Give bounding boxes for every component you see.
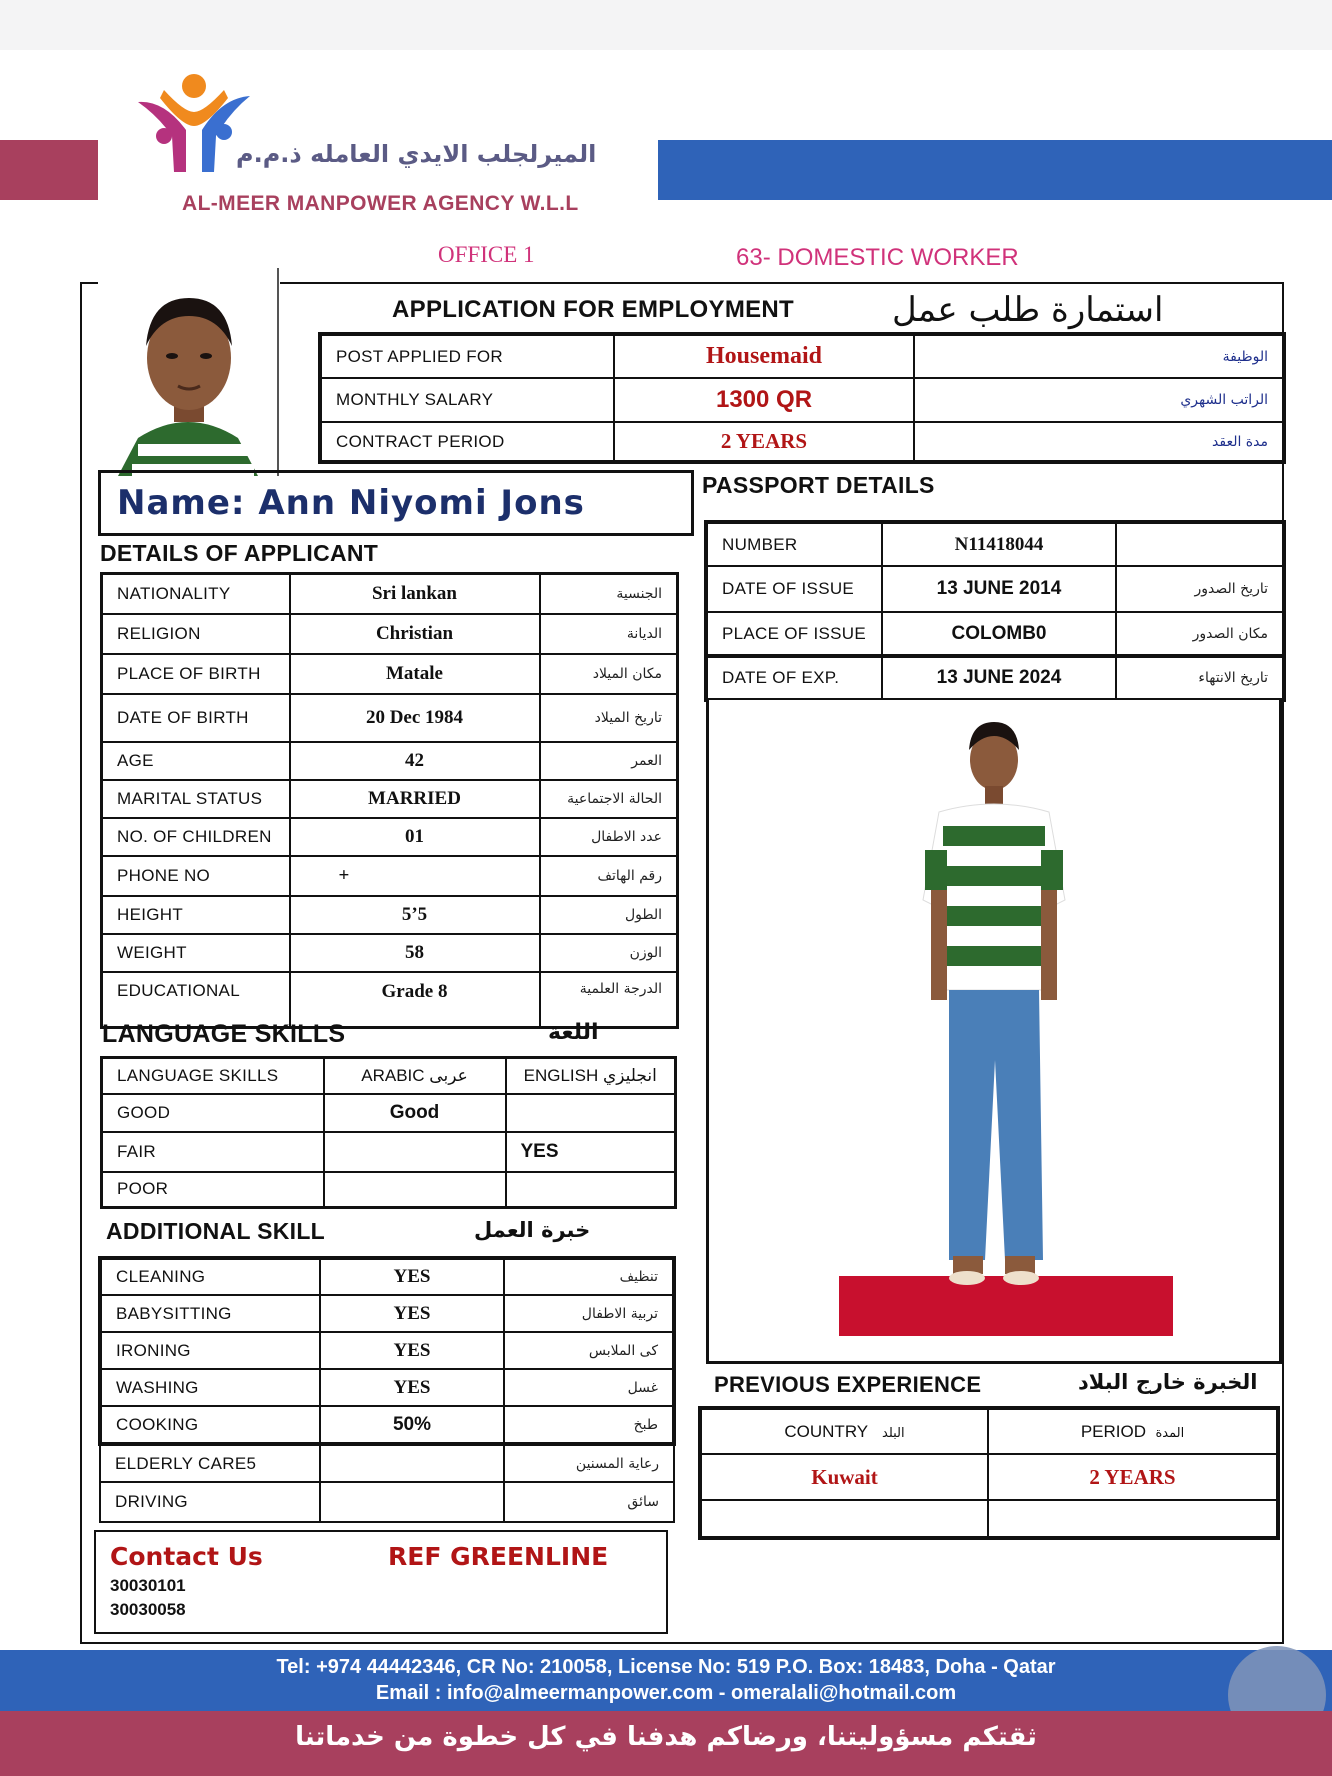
age-value: 42 [290, 742, 540, 780]
language-fair-english: YES [506, 1132, 676, 1172]
table-row [100, 1295, 674, 1332]
table-row [706, 612, 1284, 656]
passport-number-value: N11418044 [882, 522, 1116, 566]
language-good-arabic: Good [324, 1094, 506, 1132]
details-heading: DETAILS OF APPLICANT [100, 540, 379, 566]
table-row [102, 818, 678, 856]
contact-ref: REF GREENLINE [388, 1542, 609, 1571]
logo-arabic-text: الميرلجلب الايدي العامله ذ.م.م [236, 140, 597, 168]
table-row [100, 1258, 674, 1295]
contract-value: 2 YEARS [614, 422, 914, 462]
education-label: EDUCATIONAL [102, 972, 290, 1028]
logo-english-text: AL-MEER MANPOWER AGENCY W.L.L [182, 192, 579, 215]
passport-number-label: NUMBER [706, 522, 882, 566]
weight-label-ar: الوزن [540, 934, 678, 972]
cleaning-label-ar: تنظيف [504, 1258, 674, 1295]
table-row [102, 1058, 676, 1094]
salary-value: 1300 QR [614, 378, 914, 422]
experience-col-country-en: COUNTRY [784, 1421, 868, 1441]
cleaning-value: YES [320, 1258, 504, 1295]
driving-label: DRIVING [100, 1482, 320, 1522]
cooking-label: COOKING [100, 1406, 320, 1444]
passport-number-label-ar [1116, 522, 1284, 566]
passport-expiry-label: DATE OF EXP. [706, 656, 882, 700]
experience-col-period-ar: المدة [1155, 1425, 1185, 1441]
experience-heading-ar: الخبرة خارج البلاد [1078, 1370, 1258, 1394]
height-value: 5’5 [290, 896, 540, 934]
phone-label: PHONE NO [102, 856, 290, 896]
age-label-ar: العمر [540, 742, 678, 780]
nationality-value: Sri lankan [290, 574, 540, 614]
application-title-en: APPLICATION FOR EMPLOYMENT [392, 296, 795, 323]
table-row [102, 694, 678, 742]
language-good-english [506, 1094, 676, 1132]
religion-label: RELIGION [102, 614, 290, 654]
salary-label: MONTHLY SALARY [320, 378, 614, 422]
table-row [102, 1094, 676, 1132]
language-col-skill: LANGUAGE SKILLS [102, 1058, 324, 1094]
experience-period-value: 2 YEARS [988, 1454, 1278, 1500]
passport-issue-place-label: PLACE OF ISSUE [706, 612, 882, 656]
applicant-portrait-photo [98, 268, 280, 476]
passport-issue-date-label-ar: تاريخ الصدور [1116, 566, 1284, 612]
experience-period-value-2 [988, 1500, 1278, 1538]
table-row [100, 1332, 674, 1369]
language-fair-arabic [324, 1132, 506, 1172]
dob-label-ar: تاريخ الميلاد [540, 694, 678, 742]
marital-value: MARRIED [290, 780, 540, 818]
education-label-ar: الدرجة العلمية [540, 972, 678, 1028]
height-label: HEIGHT [102, 896, 290, 934]
passport-heading: PASSPORT DETAILS [702, 472, 935, 498]
ironing-value: YES [320, 1332, 504, 1369]
top-band [0, 0, 1332, 50]
table-row [706, 522, 1284, 566]
babysitting-label: BABYSITTING [100, 1295, 320, 1332]
weight-value: 58 [290, 934, 540, 972]
passport-issue-place-label-ar: مكان الصدور [1116, 612, 1284, 656]
birthplace-label: PLACE OF BIRTH [102, 654, 290, 694]
cleaning-label: CLEANING [100, 1258, 320, 1295]
language-heading: LANGUAGE SKILLS [102, 1020, 346, 1048]
marital-label: MARITAL STATUS [102, 780, 290, 818]
nationality-label: NATIONALITY [102, 574, 290, 614]
table-row [102, 614, 678, 654]
elderly-label-ar: رعاية المسنين [504, 1444, 674, 1482]
table-row [320, 378, 1284, 422]
babysitting-label-ar: تربية الاطفال [504, 1295, 674, 1332]
education-value: Grade 8 [290, 972, 540, 1028]
contract-label-ar: مدة العقد [914, 422, 1284, 462]
application-title-ar: استمارة طلب عمل [892, 290, 1164, 330]
contact-phone-1: 30030101 [110, 1576, 186, 1595]
table-row [102, 742, 678, 780]
experience-col-country-ar: البلد [882, 1425, 905, 1441]
experience-table [698, 1406, 1280, 1540]
footer-email-line: Email : info@almeermanpower.com - omeralali@hotmail.com [375, 1682, 957, 1704]
table-row [700, 1454, 1278, 1500]
salary-label-ar: الراتب الشهري [914, 378, 1284, 422]
language-fair-label: FAIR [102, 1132, 324, 1172]
phone-label-ar: رقم الهاتف [540, 856, 678, 896]
dob-value: 20 Dec 1984 [290, 694, 540, 742]
language-good-label: GOOD [102, 1094, 324, 1132]
contact-heading: Contact Us [110, 1542, 263, 1571]
table-row [320, 334, 1284, 378]
table-row [320, 422, 1284, 462]
worker-category: 63- DOMESTIC WORKER [736, 244, 1019, 271]
experience-country-value: Kuwait [700, 1454, 988, 1500]
post-label-ar: الوظيفة [914, 334, 1284, 378]
table-row [100, 1406, 674, 1444]
applicant-name: Name: Ann Niyomi Jons [98, 470, 694, 536]
table-row [102, 1172, 676, 1208]
table-row [100, 1482, 674, 1522]
header-bar-left [0, 140, 98, 200]
ironing-label-ar: كى الملابس [504, 1332, 674, 1369]
passport-issue-date-label: DATE OF ISSUE [706, 566, 882, 612]
experience-col-period-en: PERIOD [1080, 1421, 1146, 1441]
birthplace-label-ar: مكان الميلاد [540, 654, 678, 694]
footer-contact-line: Tel: +974 44442346, CR No: 210058, License No: 519 P.O. Box: 18483, Doha - Qatar [276, 1656, 1056, 1678]
additional-heading: ADDITIONAL SKILL [106, 1218, 326, 1244]
children-value: 01 [290, 818, 540, 856]
details-table [100, 572, 679, 1029]
language-poor-arabic [324, 1172, 506, 1208]
additional-heading-ar: خبرة العمل [474, 1218, 591, 1242]
dob-label: DATE OF BIRTH [102, 694, 290, 742]
experience-heading: PREVIOUS EXPERIENCE [714, 1372, 982, 1397]
passport-issue-date-value: 13 JUNE 2014 [882, 566, 1116, 612]
passport-issue-place-value: COLOMB0 [882, 612, 1116, 656]
skills-table [98, 1256, 676, 1523]
footer-tagline: ثقتكم مسؤوليتنا، ورضاكم هدفنا في كل خطوة من خدماتنا [295, 1722, 1037, 1752]
nationality-label-ar: الجنسية [540, 574, 678, 614]
table-row [102, 856, 678, 896]
language-table [100, 1056, 677, 1209]
babysitting-value: YES [320, 1295, 504, 1332]
header-bar-right [658, 140, 1332, 200]
experience-col-period [988, 1408, 1278, 1454]
experience-col-country [700, 1408, 988, 1454]
post-label: POST APPLIED FOR [320, 334, 614, 378]
religion-label-ar: الديانة [540, 614, 678, 654]
table-row [700, 1408, 1278, 1454]
birthplace-value: Matale [290, 654, 540, 694]
table-row [706, 566, 1284, 612]
age-label: AGE [102, 742, 290, 780]
table-row [100, 1444, 674, 1482]
table-row [102, 654, 678, 694]
passport-expiry-value: 13 JUNE 2024 [882, 656, 1116, 700]
elderly-value [320, 1444, 504, 1482]
office-label: OFFICE 1 [438, 242, 535, 267]
language-poor-english [506, 1172, 676, 1208]
language-poor-label: POOR [102, 1172, 324, 1208]
height-label-ar: الطول [540, 896, 678, 934]
contact-phone-2: 30030058 [110, 1600, 186, 1619]
passport-expiry-label-ar: تاريخ الانتهاء [1116, 656, 1284, 700]
children-label: NO. OF CHILDREN [102, 818, 290, 856]
washing-label: WASHING [100, 1369, 320, 1406]
contract-label: CONTRACT PERIOD [320, 422, 614, 462]
cooking-value: 50% [320, 1406, 504, 1444]
table-row [102, 1132, 676, 1172]
elderly-label: ELDERLY CARE5 [100, 1444, 320, 1482]
table-row [700, 1500, 1278, 1538]
washing-value: YES [320, 1369, 504, 1406]
religion-value: Christian [290, 614, 540, 654]
table-row [706, 656, 1284, 700]
ironing-label: IRONING [100, 1332, 320, 1369]
language-col-english: ENGLISH انجليزي [506, 1058, 676, 1094]
table-row [100, 1369, 674, 1406]
driving-value [320, 1482, 504, 1522]
washing-label-ar: غسل [504, 1369, 674, 1406]
post-value: Housemaid [614, 334, 914, 378]
table-row [102, 896, 678, 934]
table-row [102, 780, 678, 818]
cooking-label-ar: طبخ [504, 1406, 674, 1444]
full-body-photo-frame [706, 700, 1282, 1364]
experience-country-value-2 [700, 1500, 988, 1538]
driving-label-ar: سائق [504, 1482, 674, 1522]
application-table [318, 332, 1286, 464]
language-heading-ar: اللغة [548, 1020, 599, 1045]
table-row [102, 934, 678, 972]
language-col-arabic: ARABIC عربى [324, 1058, 506, 1094]
marital-label-ar: الحالة الاجتماعية [540, 780, 678, 818]
applicant-full-body-photo [709, 700, 1279, 1360]
phone-value: + [290, 856, 540, 896]
children-label-ar: عدد الاطفال [540, 818, 678, 856]
passport-table [704, 520, 1286, 702]
table-row [102, 574, 678, 614]
weight-label: WEIGHT [102, 934, 290, 972]
